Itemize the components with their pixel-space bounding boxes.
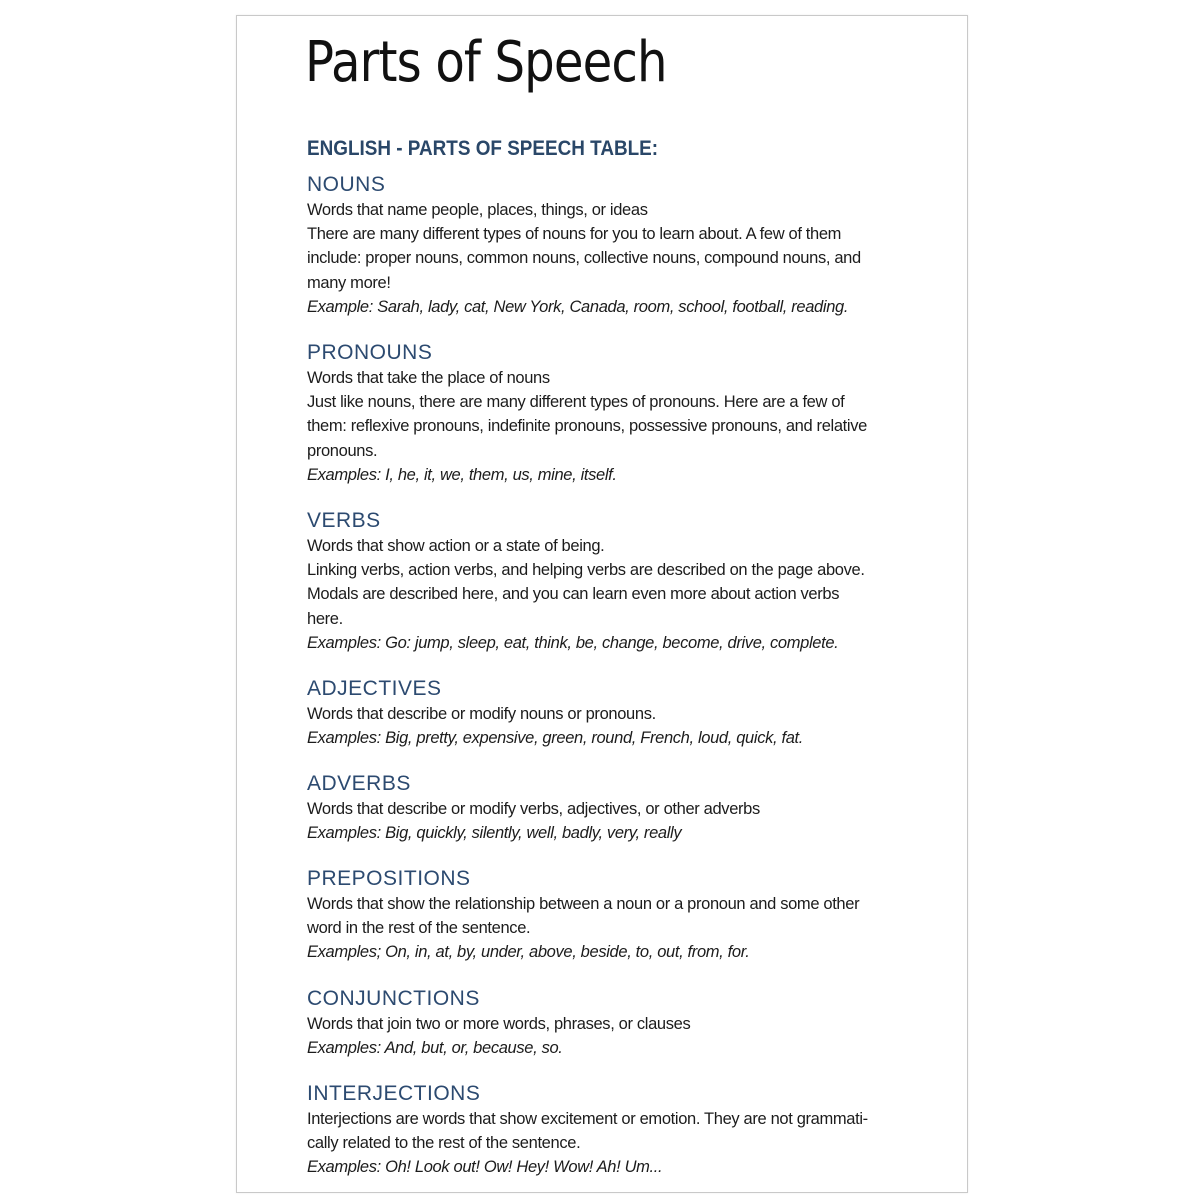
section-line: them: reflexive pronouns, indefinite pronouns, possessive pronouns, and relative (307, 417, 867, 436)
section-line: Words that name people, places, things, or ideas (307, 201, 648, 219)
section-heading: ADJECTIVES (307, 677, 442, 700)
section-line: Modals are described here, and you can learn even more about action verbs (307, 585, 840, 604)
section-line: Words that show action or a state of being. (307, 537, 605, 555)
document-page (236, 15, 968, 1193)
section-line: many more! (307, 273, 391, 292)
section-line: here. (307, 609, 343, 628)
section-example: Examples: Big, quickly, silently, well, badly, very, really (307, 824, 682, 843)
section-heading: VERBS (307, 509, 381, 532)
section-adverbs (307, 771, 927, 845)
section-verbs (307, 508, 927, 655)
section-line: Words that take the place of nouns (307, 369, 550, 387)
section-conjunctions (307, 986, 927, 1060)
section-line: include: proper nouns, common nouns, collective nouns, compound nouns, and (307, 249, 861, 268)
section-adjectives (307, 676, 927, 750)
section-example: Examples; On, in, at, by, under, above, beside, to, out, from, for. (307, 943, 750, 962)
page-title: Parts of Speech (305, 30, 667, 95)
section-line: Words that describe or modify verbs, adjectives, or other adverbs (307, 800, 760, 818)
section-line: Interjections are words that show excitement or emotion. They are not grammati- (307, 1110, 868, 1128)
section-example: Examples: And, but, or, because, so. (307, 1039, 563, 1058)
section-example: Examples: Big, pretty, expensive, green, round, French, loud, quick, fat. (307, 729, 803, 748)
section-line: cally related to the rest of the sentence. (307, 1134, 581, 1153)
section-line: word in the rest of the sentence. (307, 919, 531, 938)
section-heading: CONJUNCTIONS (307, 987, 480, 1010)
section-prepositions (307, 866, 927, 965)
section-example: Examples: Oh! Look out! Ow! Hey! Wow! Ah! Um... (307, 1158, 663, 1177)
section-example: Examples: I, he, it, we, them, us, mine, itself. (307, 465, 617, 484)
section-line: Words that describe or modify nouns or pronouns. (307, 705, 656, 723)
section-line: There are many different types of nouns for you to learn about. A few of them (307, 225, 842, 244)
section-heading: ADVERBS (307, 772, 411, 795)
section-line: Linking verbs, action verbs, and helping verbs are described on the page above. (307, 561, 865, 580)
section-heading: PREPOSITIONS (307, 867, 471, 890)
section-heading: PRONOUNS (307, 341, 433, 364)
section-example: Examples: Go: jump, sleep, eat, think, be, change, become, drive, complete. (307, 633, 839, 652)
section-pronouns (307, 340, 927, 487)
section-line: pronouns. (307, 441, 378, 460)
section-line: Words that join two or more words, phrases, or clauses (307, 1015, 691, 1033)
section-nouns (307, 172, 927, 319)
section-line: Just like nouns, there are many different types of pronouns. Here are a few of (307, 393, 845, 412)
section-example: Example: Sarah, lady, cat, New York, Canada, room, school, football, reading. (307, 297, 849, 316)
section-line: Words that show the relationship between a noun or a pronoun and some other (307, 895, 860, 913)
table-subtitle: ENGLISH - PARTS OF SPEECH TABLE: (307, 137, 659, 160)
section-heading: INTERJECTIONS (307, 1082, 481, 1105)
section-interjections (307, 1081, 927, 1180)
section-heading: NOUNS (307, 173, 386, 196)
